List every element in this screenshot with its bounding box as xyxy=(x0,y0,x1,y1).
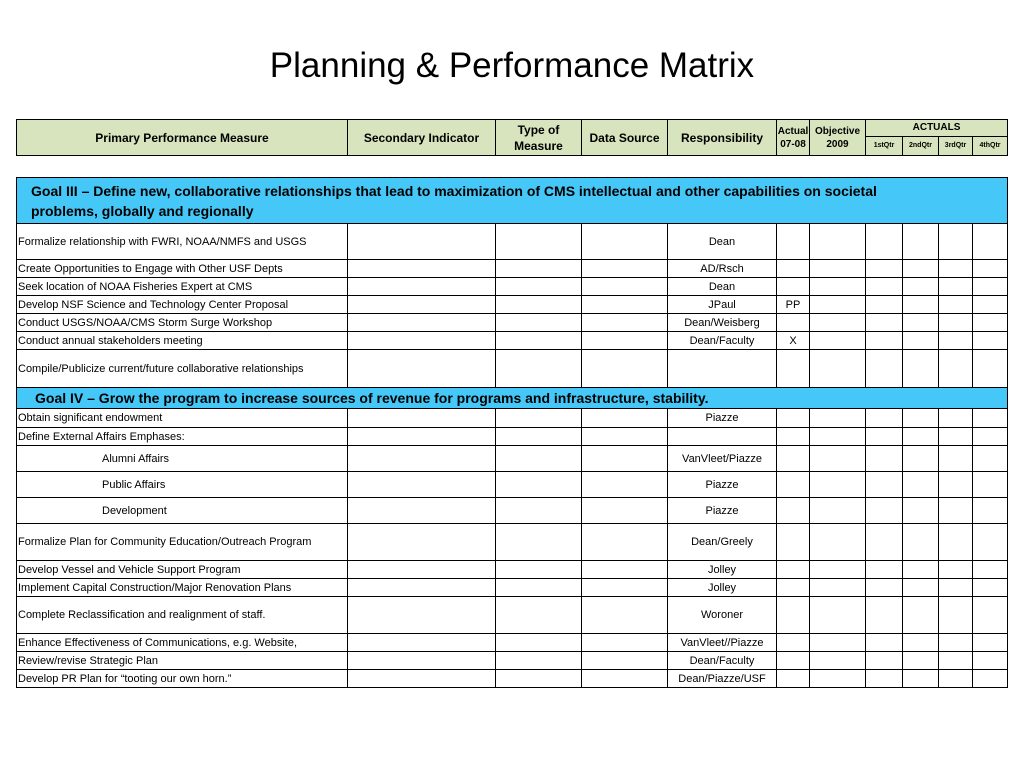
table-row xyxy=(17,224,1008,260)
empty-cell xyxy=(939,428,973,446)
empty-cell xyxy=(496,278,582,296)
responsibility-cell: Dean/Faculty xyxy=(668,332,777,350)
actual-cell xyxy=(777,350,810,388)
empty-cell xyxy=(903,498,939,524)
empty-cell xyxy=(903,670,939,688)
measure-cell: Compile/Publicize current/future collaborative relationships xyxy=(17,350,348,388)
measure-cell: Enhance Effectiveness of Communications, e.g. Website, xyxy=(17,634,348,652)
empty-cell xyxy=(939,296,973,314)
empty-cell xyxy=(939,498,973,524)
table-row xyxy=(17,332,1008,350)
empty-cell xyxy=(939,314,973,332)
empty-cell xyxy=(810,579,866,597)
table-row xyxy=(17,260,1008,278)
empty-cell xyxy=(939,597,973,634)
empty-cell xyxy=(582,296,668,314)
empty-cell xyxy=(348,260,496,278)
actual-cell xyxy=(777,278,810,296)
empty-cell xyxy=(582,332,668,350)
empty-cell xyxy=(582,524,668,561)
empty-cell xyxy=(903,561,939,579)
empty-cell xyxy=(348,670,496,688)
empty-cell xyxy=(939,634,973,652)
empty-cell xyxy=(973,278,1008,296)
responsibility-cell: Dean xyxy=(668,224,777,260)
empty-cell xyxy=(348,350,496,388)
actual-cell xyxy=(777,561,810,579)
responsibility-cell: Dean xyxy=(668,278,777,296)
measure-cell: Public Affairs xyxy=(17,472,348,498)
header-q4: 4thQtr xyxy=(973,137,1008,156)
empty-cell xyxy=(582,498,668,524)
empty-cell xyxy=(903,634,939,652)
empty-cell xyxy=(866,579,903,597)
empty-cell xyxy=(582,579,668,597)
empty-cell xyxy=(348,446,496,472)
empty-cell xyxy=(496,652,582,670)
empty-cell xyxy=(810,296,866,314)
empty-cell xyxy=(348,472,496,498)
table-row xyxy=(17,278,1008,296)
responsibility-cell: JPaul xyxy=(668,296,777,314)
empty-cell xyxy=(973,332,1008,350)
goal-label: Goal III – Define new, collaborative relationships that lead to maximization of CMS intellectual and other capabilities on societal problems, globally and regionally xyxy=(17,178,1008,224)
empty-cell xyxy=(903,332,939,350)
empty-cell xyxy=(866,224,903,260)
measure-cell: Develop PR Plan for “tooting our own horn.” xyxy=(17,670,348,688)
empty-cell xyxy=(496,597,582,634)
table-row xyxy=(17,314,1008,332)
empty-cell xyxy=(973,409,1008,428)
measure-cell: Conduct annual stakeholders meeting xyxy=(17,332,348,350)
empty-cell xyxy=(939,579,973,597)
empty-cell xyxy=(903,278,939,296)
header-q1: 1stQtr xyxy=(866,137,903,156)
empty-cell xyxy=(866,561,903,579)
table-row xyxy=(17,350,1008,388)
responsibility-cell: VanVleet//Piazze xyxy=(668,634,777,652)
empty-cell xyxy=(903,260,939,278)
table-row xyxy=(17,524,1008,561)
empty-cell xyxy=(973,350,1008,388)
empty-cell xyxy=(348,597,496,634)
table-row xyxy=(17,634,1008,652)
empty-cell xyxy=(973,260,1008,278)
measure-cell: Define External Affairs Emphases: xyxy=(17,428,348,446)
responsibility-cell: Dean/Greely xyxy=(668,524,777,561)
responsibility-cell: Piazze xyxy=(668,498,777,524)
matrix-body xyxy=(16,177,1008,688)
measure-cell: Conduct USGS/NOAA/CMS Storm Surge Workshop xyxy=(17,314,348,332)
empty-cell xyxy=(866,260,903,278)
responsibility-cell xyxy=(668,428,777,446)
responsibility-cell: Dean/Piazze/USF xyxy=(668,670,777,688)
empty-cell xyxy=(348,498,496,524)
empty-cell xyxy=(810,670,866,688)
empty-cell xyxy=(866,428,903,446)
empty-cell xyxy=(348,579,496,597)
empty-cell xyxy=(582,409,668,428)
empty-cell xyxy=(810,472,866,498)
empty-cell xyxy=(903,597,939,634)
responsibility-cell: Dean/Weisberg xyxy=(668,314,777,332)
empty-cell xyxy=(866,350,903,388)
header-actual: Actual 07-08 xyxy=(777,120,810,156)
table-row xyxy=(17,652,1008,670)
table-row xyxy=(17,670,1008,688)
empty-cell xyxy=(496,561,582,579)
header-secondary-indicator: Secondary Indicator xyxy=(348,120,496,156)
empty-cell xyxy=(939,561,973,579)
actual-cell xyxy=(777,314,810,332)
empty-cell xyxy=(496,472,582,498)
responsibility-cell: Jolley xyxy=(668,561,777,579)
empty-cell xyxy=(810,524,866,561)
empty-cell xyxy=(939,350,973,388)
empty-cell xyxy=(973,597,1008,634)
table-row xyxy=(17,428,1008,446)
empty-cell xyxy=(903,314,939,332)
empty-cell xyxy=(939,446,973,472)
empty-cell xyxy=(866,278,903,296)
empty-cell xyxy=(866,332,903,350)
measure-cell: Review/revise Strategic Plan xyxy=(17,652,348,670)
empty-cell xyxy=(582,597,668,634)
actual-cell xyxy=(777,597,810,634)
empty-cell xyxy=(939,524,973,561)
header-objective: Objective 2009 xyxy=(810,120,866,156)
empty-cell xyxy=(973,579,1008,597)
empty-cell xyxy=(866,498,903,524)
empty-cell xyxy=(973,524,1008,561)
empty-cell xyxy=(496,670,582,688)
empty-cell xyxy=(348,652,496,670)
empty-cell xyxy=(348,314,496,332)
actual-cell xyxy=(777,224,810,260)
empty-cell xyxy=(866,409,903,428)
empty-cell xyxy=(496,498,582,524)
empty-cell xyxy=(348,409,496,428)
table-row xyxy=(17,446,1008,472)
measure-cell: Obtain significant endowment xyxy=(17,409,348,428)
empty-cell xyxy=(973,428,1008,446)
empty-cell xyxy=(973,561,1008,579)
actual-cell: PP xyxy=(777,296,810,314)
empty-cell xyxy=(582,428,668,446)
empty-cell xyxy=(582,314,668,332)
empty-cell xyxy=(810,260,866,278)
table-row xyxy=(17,579,1008,597)
empty-cell xyxy=(348,524,496,561)
actual-cell xyxy=(777,409,810,428)
empty-cell xyxy=(973,652,1008,670)
measure-cell: Formalize Plan for Community Education/Outreach Program xyxy=(17,524,348,561)
measure-cell: Seek location of NOAA Fisheries Expert at CMS xyxy=(17,278,348,296)
header-responsibility: Responsibility xyxy=(668,120,777,156)
header-q3: 3rdQtr xyxy=(939,137,973,156)
empty-cell xyxy=(939,409,973,428)
empty-cell xyxy=(939,652,973,670)
responsibility-cell: Jolley xyxy=(668,579,777,597)
empty-cell xyxy=(582,224,668,260)
empty-cell xyxy=(866,652,903,670)
empty-cell xyxy=(496,428,582,446)
empty-cell xyxy=(903,652,939,670)
empty-cell xyxy=(810,561,866,579)
empty-cell xyxy=(973,670,1008,688)
empty-cell xyxy=(973,296,1008,314)
actual-cell xyxy=(777,428,810,446)
empty-cell xyxy=(973,634,1008,652)
empty-cell xyxy=(903,446,939,472)
table-row xyxy=(17,561,1008,579)
empty-cell xyxy=(582,561,668,579)
empty-cell xyxy=(810,428,866,446)
empty-cell xyxy=(866,634,903,652)
goal-row xyxy=(17,178,1008,224)
empty-cell xyxy=(903,428,939,446)
measure-cell: Develop NSF Science and Technology Center Proposal xyxy=(17,296,348,314)
empty-cell xyxy=(348,332,496,350)
actual-cell xyxy=(777,524,810,561)
empty-cell xyxy=(496,579,582,597)
actual-cell: X xyxy=(777,332,810,350)
empty-cell xyxy=(582,472,668,498)
empty-cell xyxy=(939,278,973,296)
empty-cell xyxy=(348,278,496,296)
empty-cell xyxy=(810,332,866,350)
responsibility-cell: AD/Rsch xyxy=(668,260,777,278)
empty-cell xyxy=(582,670,668,688)
empty-cell xyxy=(582,350,668,388)
empty-cell xyxy=(582,446,668,472)
empty-cell xyxy=(939,260,973,278)
actual-cell xyxy=(777,446,810,472)
header-type-of-measure: Type of Measure xyxy=(496,120,582,156)
empty-cell xyxy=(496,446,582,472)
empty-cell xyxy=(903,524,939,561)
empty-cell xyxy=(903,409,939,428)
empty-cell xyxy=(582,278,668,296)
empty-cell xyxy=(973,224,1008,260)
responsibility-cell: Piazze xyxy=(668,409,777,428)
empty-cell xyxy=(348,224,496,260)
page-title: Planning & Performance Matrix xyxy=(269,46,755,85)
empty-cell xyxy=(866,524,903,561)
empty-cell xyxy=(903,224,939,260)
measure-cell: Complete Reclassification and realignment of staff. xyxy=(17,597,348,634)
responsibility-cell: Piazze xyxy=(668,472,777,498)
empty-cell xyxy=(973,472,1008,498)
measure-cell: Formalize relationship with FWRI, NOAA/NMFS and USGS xyxy=(17,224,348,260)
empty-cell xyxy=(866,670,903,688)
empty-cell xyxy=(582,652,668,670)
empty-cell xyxy=(810,278,866,296)
empty-cell xyxy=(973,498,1008,524)
empty-cell xyxy=(810,224,866,260)
actual-cell xyxy=(777,472,810,498)
empty-cell xyxy=(810,498,866,524)
empty-cell xyxy=(866,296,903,314)
header-q2: 2ndQtr xyxy=(903,137,939,156)
actual-cell xyxy=(777,670,810,688)
empty-cell xyxy=(866,472,903,498)
empty-cell xyxy=(903,296,939,314)
empty-cell xyxy=(866,314,903,332)
empty-cell xyxy=(582,260,668,278)
goal-row xyxy=(17,388,1008,409)
goal-label: Goal IV – Grow the program to increase sources of revenue for programs and infrastructure, stability. xyxy=(17,388,1008,409)
actual-cell xyxy=(777,634,810,652)
empty-cell xyxy=(496,350,582,388)
measure-cell: Implement Capital Construction/Major Renovation Plans xyxy=(17,579,348,597)
measure-cell: Develop Vessel and Vehicle Support Program xyxy=(17,561,348,579)
empty-cell xyxy=(810,597,866,634)
empty-cell xyxy=(496,296,582,314)
empty-cell xyxy=(348,561,496,579)
empty-cell xyxy=(866,597,903,634)
empty-cell xyxy=(810,314,866,332)
empty-cell xyxy=(496,332,582,350)
empty-cell xyxy=(582,634,668,652)
empty-cell xyxy=(903,579,939,597)
actual-cell xyxy=(777,498,810,524)
table-row xyxy=(17,597,1008,634)
responsibility-cell: Dean/Faculty xyxy=(668,652,777,670)
responsibility-cell xyxy=(668,350,777,388)
empty-cell xyxy=(939,472,973,498)
empty-cell xyxy=(496,260,582,278)
empty-cell xyxy=(348,428,496,446)
header-primary-measure: Primary Performance Measure xyxy=(17,120,348,156)
empty-cell xyxy=(810,350,866,388)
header-actuals: ACTUALS xyxy=(866,120,1008,137)
empty-cell xyxy=(973,446,1008,472)
empty-cell xyxy=(810,446,866,472)
empty-cell xyxy=(496,224,582,260)
empty-cell xyxy=(496,409,582,428)
actual-cell xyxy=(777,579,810,597)
empty-cell xyxy=(939,332,973,350)
empty-cell xyxy=(810,652,866,670)
responsibility-cell: VanVleet/Piazze xyxy=(668,446,777,472)
empty-cell xyxy=(939,224,973,260)
measure-cell: Create Opportunities to Engage with Other USF Depts xyxy=(17,260,348,278)
measure-cell: Development xyxy=(17,498,348,524)
empty-cell xyxy=(939,670,973,688)
empty-cell xyxy=(496,314,582,332)
actual-cell xyxy=(777,652,810,670)
table-row xyxy=(17,409,1008,428)
matrix-header xyxy=(16,119,1008,156)
empty-cell xyxy=(866,446,903,472)
table-row xyxy=(17,296,1008,314)
actual-cell xyxy=(777,260,810,278)
empty-cell xyxy=(348,296,496,314)
empty-cell xyxy=(810,409,866,428)
table-row xyxy=(17,498,1008,524)
empty-cell xyxy=(810,634,866,652)
empty-cell xyxy=(903,472,939,498)
empty-cell xyxy=(496,634,582,652)
table-row xyxy=(17,472,1008,498)
empty-cell xyxy=(903,350,939,388)
empty-cell xyxy=(348,634,496,652)
header-data-source: Data Source xyxy=(582,120,668,156)
empty-cell xyxy=(496,524,582,561)
responsibility-cell: Woroner xyxy=(668,597,777,634)
empty-cell xyxy=(973,314,1008,332)
measure-cell: Alumni Affairs xyxy=(17,446,348,472)
